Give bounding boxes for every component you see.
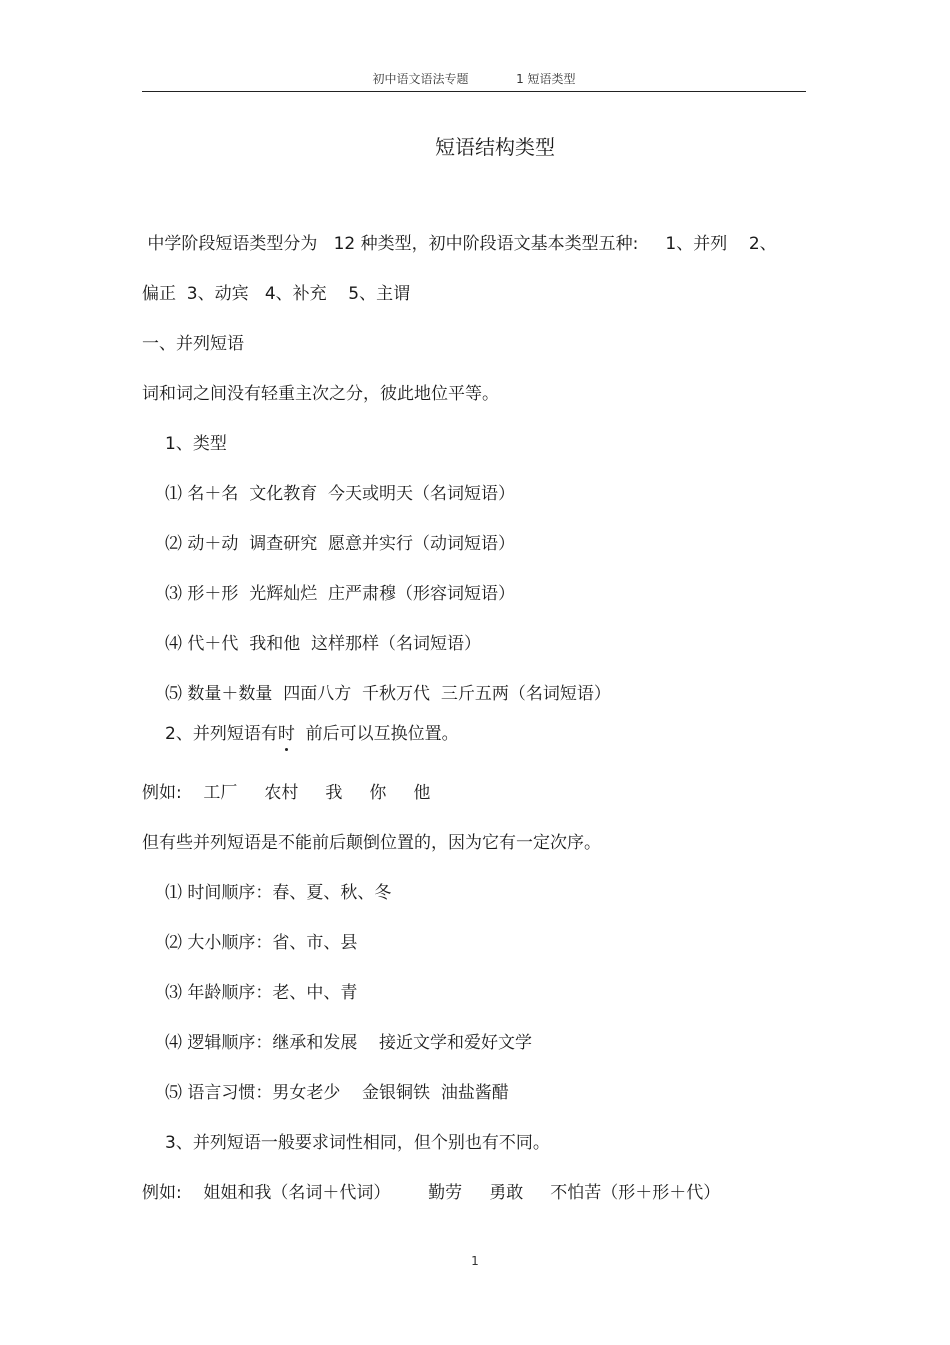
order-item-2: ⑵ 大小顺序：省、市、县 bbox=[165, 933, 358, 953]
subsection-3-title: 3、并列短语一般要求词性相同，但个别也有不同。 bbox=[165, 1133, 550, 1153]
order-item-5: ⑸ 语言习惯：男女老少 金银铜铁 油盐酱醋 bbox=[165, 1083, 509, 1103]
subsection-2-title bbox=[165, 723, 459, 745]
section-heading: 一、并列短语 bbox=[142, 334, 244, 354]
intro-line-2: 偏正 3、动宾 4、补充 5、主谓 bbox=[142, 284, 411, 304]
example-line-1: 例如: 工厂 农村 我 你 他 bbox=[142, 783, 431, 803]
document-title: 短语结构类型 bbox=[435, 135, 555, 159]
example-line-2: 例如: 姐姐和我（名词＋代词） 勤劳 勇敢 不怕苦（形＋形＋代） bbox=[142, 1183, 721, 1203]
subsection-2-rest: 前后可以互换位置。 bbox=[294, 724, 459, 744]
page-number: 1 bbox=[471, 1254, 479, 1268]
header-subject: 初中语文语法专题 bbox=[372, 72, 469, 86]
type-item-1: ⑴ 名＋名 文化教育 今天或明天（名词短语） bbox=[165, 484, 516, 504]
type-item-4: ⑷ 代＋代 我和他 这样那样（名词短语） bbox=[165, 634, 482, 654]
emphasis-char: 时 bbox=[277, 724, 295, 744]
order-note: 但有些并列短语是不能前后颠倒位置的，因为它有一定次序。 bbox=[142, 833, 601, 853]
header-chapter: 1 短语类型 bbox=[516, 72, 576, 86]
type-item-5: ⑸ 数量＋数量 四面八方 千秋万代 三斤五两（名词短语） bbox=[165, 684, 611, 704]
order-item-4: ⑷ 逻辑顺序：继承和发展 接近文学和爱好文学 bbox=[165, 1033, 533, 1053]
order-item-1: ⑴ 时间顺序：春、夏、秋、冬 bbox=[165, 883, 392, 903]
subsection-1-title: 1、类型 bbox=[165, 434, 227, 454]
section-definition: 词和词之间没有轻重主次之分，彼此地位平等。 bbox=[142, 384, 499, 404]
order-item-3: ⑶ 年龄顺序：老、中、青 bbox=[165, 983, 358, 1003]
type-item-2: ⑵ 动＋动 调查研究 愿意并实行（动词短语） bbox=[165, 534, 516, 554]
header-divider bbox=[142, 91, 806, 92]
type-item-3: ⑶ 形＋形 光辉灿烂 庄严肃穆（形容词短语） bbox=[165, 584, 516, 604]
subsection-2-lead: 2、并列短语有 bbox=[165, 724, 278, 744]
running-header bbox=[142, 70, 806, 87]
intro-line-1: 中学阶段短语类型分为 12 种类型，初中阶段语文基本类型五种: 1、并列 2、 bbox=[142, 234, 777, 254]
